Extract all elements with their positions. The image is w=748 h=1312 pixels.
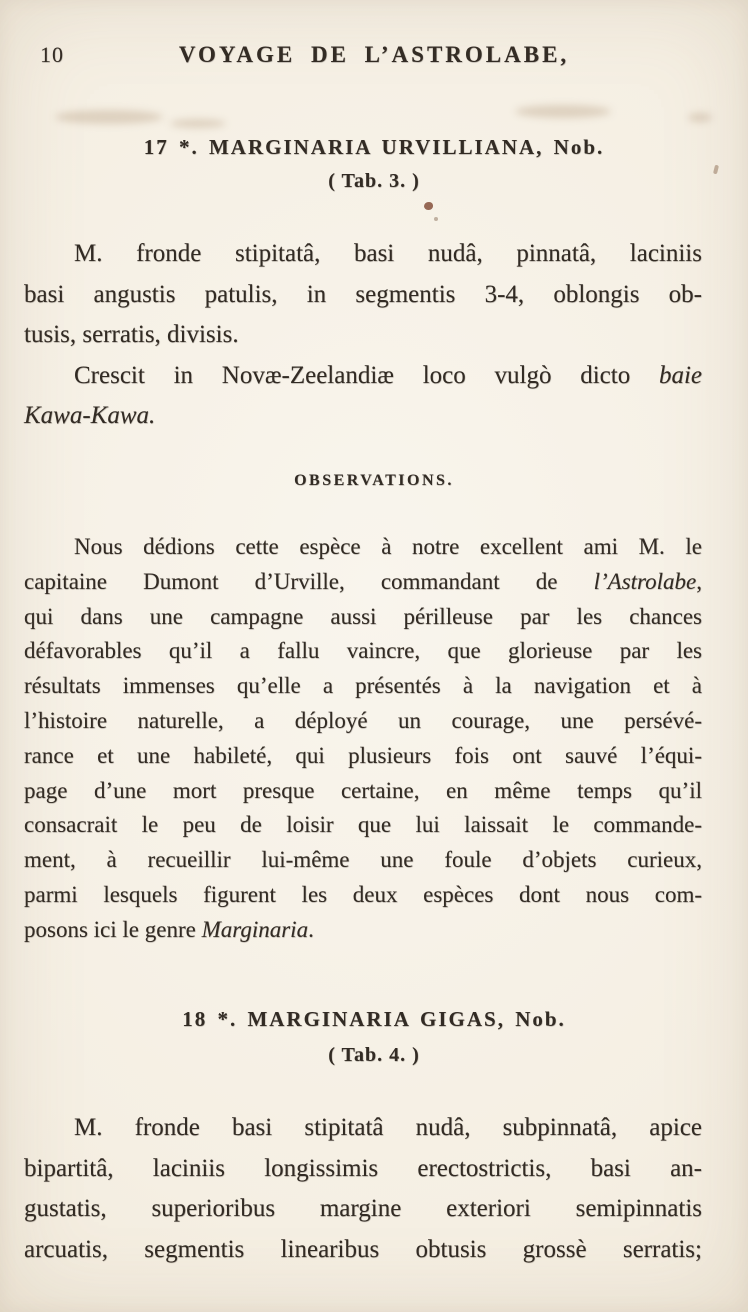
text-segment: gustatis, superioribus margine exteriori semipinnatis [24,1195,702,1222]
text-segment: qui dans une campagne aussi périlleuse par les chances [24,603,702,629]
ink-spot [424,202,433,210]
text-segment: l’histoire naturelle, a déployé un courage, une persévé- [24,707,702,733]
text-segment: baie [658,361,702,389]
species-18-diagnosis [24,1108,702,1270]
species-17-heading: 17 *. MARGINARIA URVILLIANA, Nob. [143,135,605,159]
text-segment: défavorables qu’il a fallu vaincre, que glorieuse par les [24,638,702,664]
text-line [24,808,702,843]
text-line [24,530,702,565]
observations-heading: OBSERVATIONS. [294,472,454,489]
show-through-smudge [55,110,163,124]
text-segment: résultats immenses qu’elle a présentés à la navigation et à [24,673,702,699]
diagnosis-paragraph [24,1108,702,1270]
species-18-heading: 18 *. MARGINARIA GIGAS, Nob. [182,1007,566,1031]
text-line [24,774,702,809]
text-segment: bipartitâ, laciniis longissimis erectostrictis, basi an- [24,1154,702,1182]
text-segment: page d’une mort presque certaine, en même temps qu’il [24,777,702,803]
text-segment: consacrait le peu de loisir que lui laissait le commande- [24,812,702,838]
text-line [24,275,702,316]
observations-paragraph [24,530,702,948]
text-segment: . [308,916,314,942]
text-segment: tusis, serratis, divisis. [24,321,239,348]
show-through-smudge [688,113,712,122]
text-line [24,1108,702,1149]
page-number: 10 [40,42,64,67]
text-line [24,669,702,704]
text-segment: Marginaria [201,916,309,942]
ink-speck [434,217,438,221]
text-segment: rance et une habileté, qui plusieurs fois ont sauvé l’équi- [24,742,702,768]
habitat-paragraph [24,356,702,437]
text-line [24,565,702,600]
text-line [24,739,702,774]
show-through-smudge [170,119,226,128]
text-line [24,913,702,948]
text-line [24,234,702,275]
text-segment: l’Astrolabe [593,568,697,594]
text-segment: Crescit in Novæ-Zeelandiæ loco vulgò dicto [74,361,659,389]
text-line [24,1149,702,1190]
text-segment: , [696,568,702,594]
text-segment: Nous dédions cette espèce à notre excellent ami M. le [74,534,702,559]
text-segment: arcuatis, segmentis linearibus obtusis grossè serratis; [24,1235,702,1263]
text-line [24,600,702,635]
text-line [24,704,702,739]
text-segment: parmi lesquels figurent les deux espèces dont nous com- [24,881,702,907]
text-line [24,843,702,878]
text-segment: posons ici le genre [24,916,202,942]
text-line [24,396,702,437]
show-through-smudge [515,105,611,118]
text-segment: M. fronde basi stipitatâ nudâ, subpinnatâ, apice [74,1114,702,1141]
text-segment: M. fronde stipitatâ, basi nudâ, pinnatâ, laciniis [74,240,702,267]
text-segment: Kawa-Kawa. [24,402,156,429]
text-line [24,634,702,669]
diagnosis-paragraph [24,234,702,356]
species-17-diagnosis [24,234,702,437]
text-segment: basi angustis patulis, in segmentis 3-4, oblongis ob- [24,280,702,308]
species-17-plate-reference: ( Tab. 3. ) [328,170,420,192]
text-line [24,1230,702,1271]
running-title: VOYAGE DE L’ASTROLABE, [178,42,570,67]
text-segment: capitaine Dumont d’Urville, commandant de [24,568,594,594]
text-line [24,1189,702,1230]
species-18-plate-reference: ( Tab. 4. ) [328,1044,420,1066]
text-line [24,356,702,397]
text-segment: ment, à recueillir lui-même une foule d’objets curieux, [24,847,702,873]
text-line [24,878,702,913]
text-line [24,315,702,356]
